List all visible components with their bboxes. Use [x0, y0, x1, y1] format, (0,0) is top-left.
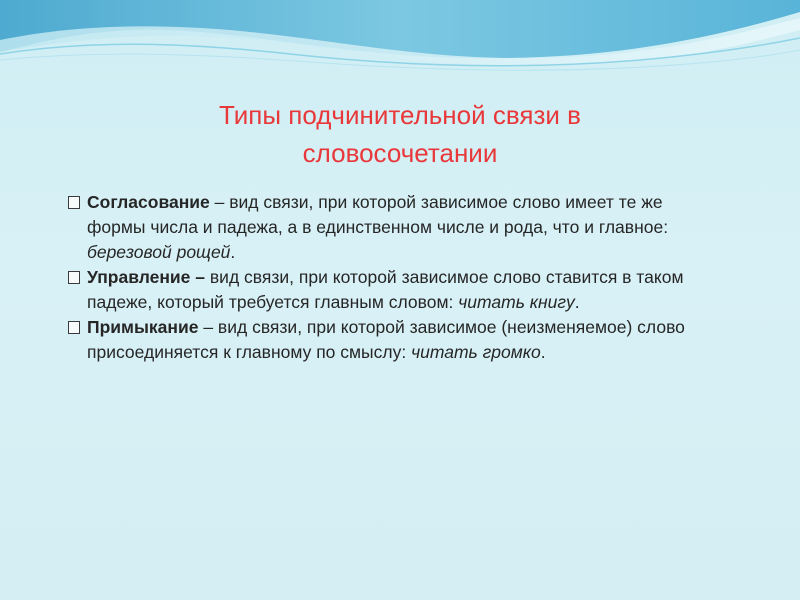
list-item-upravlenie — [68, 265, 718, 315]
square-bullet-icon — [68, 321, 80, 334]
example: березовой рощей — [87, 242, 231, 262]
definition-text: – вид связи, при которой зависимое слово имеет те же формы числа и падежа, а в единственном числе и рода, что и главное: — [87, 192, 669, 237]
term: Управление – — [87, 267, 206, 287]
decorative-wave-header — [0, 0, 800, 80]
example: читать книгу — [458, 292, 575, 312]
slide-title: Типы подчинительной связи в словосочетании — [219, 100, 581, 168]
list-item-soglasovanie — [68, 190, 718, 265]
definition-text: вид связи, при которой зависимое слово ставится в таком падеже, который требуется главным словом: — [87, 267, 684, 312]
end-mark: . — [230, 242, 236, 262]
definitions-list — [68, 190, 718, 365]
definition-text: – вид связи, при которой зависимое (неизменяемое) слово присоединяется к главному по смыслу: — [87, 317, 685, 362]
example: читать громко — [411, 342, 541, 362]
list-item-primykanie — [68, 315, 718, 365]
term: Примыкание — [87, 317, 199, 337]
end-mark: . — [574, 292, 580, 312]
square-bullet-icon — [68, 271, 80, 284]
end-mark: . — [540, 342, 546, 362]
term: Согласование — [87, 192, 210, 212]
square-bullet-icon — [68, 196, 80, 209]
